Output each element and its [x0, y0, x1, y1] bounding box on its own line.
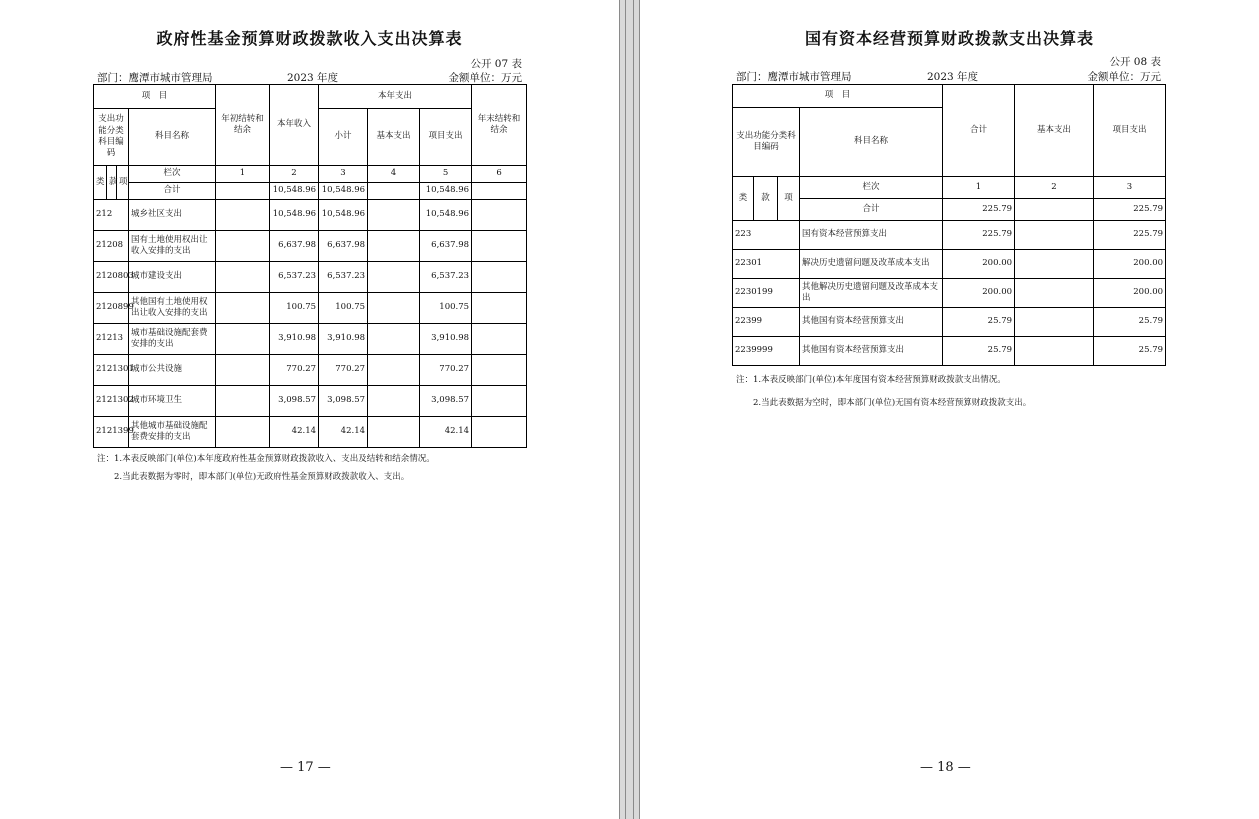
row-name: 其他国有资本经营预算支出 — [800, 308, 943, 337]
row-begin — [216, 293, 270, 324]
table-row — [94, 417, 527, 448]
row-end — [472, 231, 527, 262]
header-subtotal: 小计 — [319, 109, 368, 166]
table-row — [733, 279, 1166, 308]
row-basic — [368, 355, 420, 386]
row-income: 100.75 — [270, 293, 319, 324]
row-name: 城市建设支出 — [129, 262, 216, 293]
col-num-2: 2 — [1015, 177, 1094, 199]
header-lei: 类 — [733, 177, 754, 221]
page-right — [640, 0, 1259, 819]
row-project: 3,098.57 — [420, 386, 472, 417]
col-num-2: 2 — [270, 166, 319, 183]
col-num-4: 4 — [368, 166, 420, 183]
row-begin — [216, 324, 270, 355]
row-name: 其他国有土地使用权出让收入安排的支出 — [129, 293, 216, 324]
row-end — [472, 355, 527, 386]
row-income: 6,537.23 — [270, 262, 319, 293]
col-num-3: 3 — [319, 166, 368, 183]
header-code: 支出功能分类科目编码 — [94, 109, 129, 166]
row-basic — [368, 200, 420, 231]
row-basic — [368, 417, 420, 448]
row-project: 10,548.96 — [420, 200, 472, 231]
note-2: 2.当此表数据为零时，即本部门(单位)无政府性基金预算财政拨款收入、支出。 — [114, 472, 410, 482]
note-2: 2.当此表数据为空时，即本部门(单位)无国有资本经营预算财政拨款支出。 — [753, 398, 1032, 408]
state-capital-table — [732, 84, 1166, 366]
row-code: 21208 — [94, 231, 129, 262]
row-basic — [1015, 279, 1094, 308]
row-begin — [216, 417, 270, 448]
row-income: 6,637.98 — [270, 231, 319, 262]
row-basic — [1015, 308, 1094, 337]
page-left — [0, 0, 619, 819]
row-project: 42.14 — [420, 417, 472, 448]
table-row — [94, 293, 527, 324]
table-row — [733, 221, 1166, 250]
header-item: 项 目 — [733, 85, 943, 108]
row-code: 21213 — [94, 324, 129, 355]
row-begin — [216, 355, 270, 386]
page-title: 国有资本经营预算财政拨款支出决算表 — [804, 29, 1094, 48]
header-begin: 年初结转和结余 — [216, 85, 270, 166]
row-income: 3,098.57 — [270, 386, 319, 417]
row-basic — [1015, 337, 1094, 366]
row-project: 100.75 — [420, 293, 472, 324]
row-name: 国有资本经营预算支出 — [800, 221, 943, 250]
row-code: 2120899 — [94, 293, 129, 324]
row-name: 城乡社区支出 — [129, 200, 216, 231]
department-label: 部门：鹰潭市城市管理局 — [97, 72, 213, 84]
table-row — [94, 386, 527, 417]
header-end: 年末结转和结余 — [472, 85, 527, 166]
note-1: 注：1.本表反映部门(单位)本年度国有资本经营预算财政拨款支出情况。 — [736, 375, 1006, 385]
row-basic — [368, 231, 420, 262]
col-num-3: 3 — [1094, 177, 1166, 199]
total-label: 合计 — [800, 199, 943, 221]
row-begin — [216, 231, 270, 262]
total-label: 合计 — [129, 183, 216, 200]
row-project: 25.79 — [1094, 337, 1166, 366]
page-number: — 17 — — [280, 760, 331, 775]
header-lanci: 栏次 — [800, 177, 943, 199]
row-code: 2239999 — [733, 337, 800, 366]
page-gutter — [619, 0, 640, 819]
header-basic: 基本支出 — [1015, 85, 1094, 177]
total-begin — [216, 183, 270, 200]
unit-label: 金额单位：万元 — [1087, 71, 1161, 83]
row-name: 其他解决历史遗留问题及改革成本支出 — [800, 279, 943, 308]
row-project: 6,537.23 — [420, 262, 472, 293]
row-income: 42.14 — [270, 417, 319, 448]
table-tag: 公开 08 表 — [1109, 56, 1161, 68]
row-begin — [216, 386, 270, 417]
page-number: — 18 — — [920, 760, 971, 775]
row-subtotal: 6,537.23 — [319, 262, 368, 293]
row-income: 10,548.96 — [270, 200, 319, 231]
header-income: 本年收入 — [270, 85, 319, 166]
header-name: 科目名称 — [129, 109, 216, 166]
row-code: 212 — [94, 200, 129, 231]
row-basic — [1015, 221, 1094, 250]
row-end — [472, 386, 527, 417]
row-project: 25.79 — [1094, 308, 1166, 337]
row-end — [472, 417, 527, 448]
row-name: 城市公共设施 — [129, 355, 216, 386]
row-total: 25.79 — [943, 308, 1015, 337]
header-item: 项 目 — [94, 85, 216, 109]
col-num-5: 5 — [420, 166, 472, 183]
row-code: 2121302 — [94, 386, 129, 417]
row-name: 国有土地使用权出让收入安排的支出 — [129, 231, 216, 262]
header-expense: 本年支出 — [319, 85, 472, 109]
header-project: 项目支出 — [1094, 85, 1166, 177]
row-name: 城市基础设施配套费安排的支出 — [129, 324, 216, 355]
row-project: 200.00 — [1094, 279, 1166, 308]
row-code: 2230199 — [733, 279, 800, 308]
row-subtotal: 100.75 — [319, 293, 368, 324]
row-project: 770.27 — [420, 355, 472, 386]
row-basic — [1015, 250, 1094, 279]
row-project: 6,637.98 — [420, 231, 472, 262]
row-end — [472, 200, 527, 231]
row-name: 城市环境卫生 — [129, 386, 216, 417]
header-lanci: 栏次 — [129, 166, 216, 183]
table-row — [733, 308, 1166, 337]
unit-label: 金额单位：万元 — [448, 72, 522, 84]
row-code: 223 — [733, 221, 800, 250]
row-basic — [368, 262, 420, 293]
table-row — [94, 324, 527, 355]
col-num-6: 6 — [472, 166, 527, 183]
total-basic — [368, 183, 420, 200]
row-code: 22399 — [733, 308, 800, 337]
row-income: 3,910.98 — [270, 324, 319, 355]
row-name: 解决历史遗留问题及改革成本支出 — [800, 250, 943, 279]
row-subtotal: 6,637.98 — [319, 231, 368, 262]
note-1: 注：1.本表反映部门(单位)本年度政府性基金预算财政拨款收入、支出及结转和结余情况。 — [97, 454, 435, 464]
table-tag: 公开 07 表 — [470, 58, 522, 70]
row-basic — [368, 293, 420, 324]
row-subtotal: 770.27 — [319, 355, 368, 386]
row-project: 3,910.98 — [420, 324, 472, 355]
row-end — [472, 324, 527, 355]
row-begin — [216, 262, 270, 293]
header-code: 支出功能分类科目编码 — [733, 108, 800, 177]
header-project: 项目支出 — [420, 109, 472, 166]
row-name: 其他城市基础设施配套费安排的支出 — [129, 417, 216, 448]
row-basic — [368, 386, 420, 417]
row-subtotal: 3,910.98 — [319, 324, 368, 355]
header-total: 合计 — [943, 85, 1015, 177]
row-code: 22301 — [733, 250, 800, 279]
header-basic: 基本支出 — [368, 109, 420, 166]
row-end — [472, 262, 527, 293]
row-basic — [368, 324, 420, 355]
total-project: 225.79 — [1094, 199, 1166, 221]
row-income: 770.27 — [270, 355, 319, 386]
row-code: 2121301 — [94, 355, 129, 386]
row-subtotal: 10,548.96 — [319, 200, 368, 231]
header-lei: 类 — [94, 166, 107, 200]
row-project: 225.79 — [1094, 221, 1166, 250]
row-code: 2121399 — [94, 417, 129, 448]
table-row — [94, 231, 527, 262]
header-kuan: 款 — [107, 166, 117, 200]
total-end — [472, 183, 527, 200]
table-row — [733, 250, 1166, 279]
header-xiang: 项 — [778, 177, 800, 221]
total-income: 10,548.96 — [270, 183, 319, 200]
row-begin — [216, 200, 270, 231]
col-num-1: 1 — [943, 177, 1015, 199]
row-total: 225.79 — [943, 221, 1015, 250]
col-num-1: 1 — [216, 166, 270, 183]
table-row — [733, 337, 1166, 366]
total-total: 225.79 — [943, 199, 1015, 221]
row-subtotal: 3,098.57 — [319, 386, 368, 417]
row-end — [472, 293, 527, 324]
header-kuan: 款 — [754, 177, 778, 221]
row-project: 200.00 — [1094, 250, 1166, 279]
row-total: 200.00 — [943, 250, 1015, 279]
row-subtotal: 42.14 — [319, 417, 368, 448]
header-xiang: 项 — [117, 166, 129, 200]
year-label: 2023 年度 — [927, 71, 979, 83]
row-code: 2120803 — [94, 262, 129, 293]
total-basic — [1015, 199, 1094, 221]
row-name: 其他国有资本经营预算支出 — [800, 337, 943, 366]
header-name: 科目名称 — [800, 108, 943, 177]
table-row — [94, 200, 527, 231]
department-label: 部门：鹰潭市城市管理局 — [736, 71, 852, 83]
gov-fund-table — [93, 84, 527, 448]
total-subtotal: 10,548.96 — [319, 183, 368, 200]
table-row — [94, 262, 527, 293]
page-title: 政府性基金预算财政拨款收入支出决算表 — [156, 29, 463, 48]
table-row — [94, 355, 527, 386]
row-total: 25.79 — [943, 337, 1015, 366]
row-total: 200.00 — [943, 279, 1015, 308]
year-label: 2023 年度 — [287, 72, 339, 84]
total-project: 10,548.96 — [420, 183, 472, 200]
